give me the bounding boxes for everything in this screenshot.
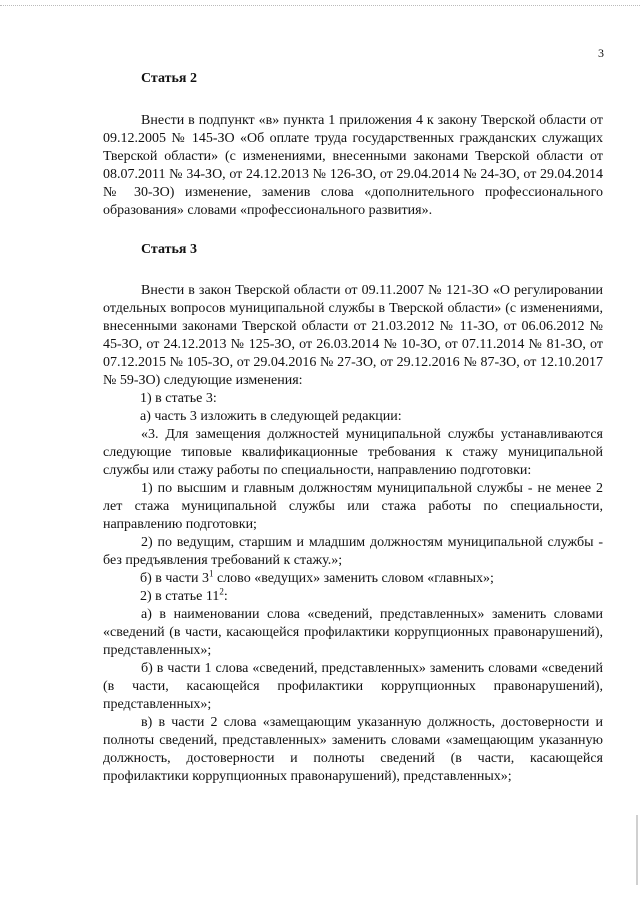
- quote-sub-1: 1) по высшим и главным должностям муниципальной службы - не менее 2 лет стажа муниципальной службы или стажа работы по специальности, направлению подготовки;: [103, 481, 603, 532]
- scan-margin-mark: [636, 815, 638, 885]
- item-2-text-post: :: [223, 589, 228, 604]
- item-1b-superscript: 1: [208, 568, 214, 579]
- item-1a: а) часть 3 изложить в следующей редакции:: [140, 409, 402, 424]
- article-2-heading: Статья 2: [141, 71, 197, 86]
- item-1: 1) в статье 3:: [140, 391, 217, 406]
- article-3-body: [103, 282, 603, 786]
- item-2: [103, 588, 603, 606]
- quote-part-3: «3. Для замещения должностей муниципальной службы устанавливаются следующие типовые квалификационные требования к стажу муниципальной службы или стажу работы по специальности, направлению подготовки:: [103, 427, 603, 478]
- item-2c: в) в части 2 слова «замещающим указанную должность, достоверности и полноты сведений, представленных» заменить словами «замещающим указанную должность, достоверности и полноты сведений (в части, касающейся профилактики коррупционных правонарушений), представленных»;: [103, 715, 603, 784]
- item-2a: а) в наименовании слова «сведений, представленных» заменить словами «сведений (в части, касающейся профилактики коррупционных правонарушений), представленных»;: [103, 607, 603, 658]
- item-1b-text-post: слово «ведущих» заменить словом «главных»;: [213, 571, 494, 586]
- item-2-superscript: 2: [219, 586, 224, 597]
- scan-top-edge: [0, 5, 640, 6]
- article-2-body: [103, 112, 603, 220]
- item-2b: б) в части 1 слова «сведений, представленных» заменить словами «сведений (в части, касающейся профилактики коррупционных правонарушений), представленных»;: [103, 661, 603, 712]
- item-2-text-pre: 2) в статье 11: [140, 589, 220, 604]
- article-2-paragraph: Внести в подпункт «в» пункта 1 приложения 4 к закону Тверской области от 09.12.2005 № 145-ЗО «Об оплате труда государственных гражданских служащих Тверской области» (с изменениями, внесенными законами Тверской области от 08.07.2011 № 34-ЗО, от 24.12.2013 № 126-ЗО, от 29.04.2014 № 24-ЗО, от 29.04.2014 № 30-ЗО) изменение, заменив слова «дополнительного профессионального образования» словами «профессионального развития».: [103, 113, 603, 218]
- item-1b-text-pre: б) в части 3: [140, 571, 209, 586]
- article-3-intro: Внести в закон Тверской области от 09.11.2007 № 121-ЗО «О регулировании отдельных вопросов муниципальной службы в Тверской области» (с изменениями, внесенными законами Тверской области от 21.03.2012 № 11-ЗО, от 06.06.2012 № 45-ЗО, от 24.12.2013 № 125-ЗО, от 26.03.2014 № 10-ЗО, от 07.11.2014 № 81-ЗО, от 07.12.2015 № 105-ЗО, от 29.04.2016 № 27-ЗО, от 29.12.2016 № 87-ЗО, от 12.10.2017 № 59-ЗО) следующие изменения:: [103, 283, 603, 388]
- item-1b: [103, 570, 603, 588]
- page-number: 3: [598, 46, 604, 60]
- article-3-heading: Статья 3: [141, 242, 197, 257]
- quote-sub-2: 2) по ведущим, старшим и младшим должностям муниципальной службы - без предъявления требований к стажу.»;: [103, 535, 603, 568]
